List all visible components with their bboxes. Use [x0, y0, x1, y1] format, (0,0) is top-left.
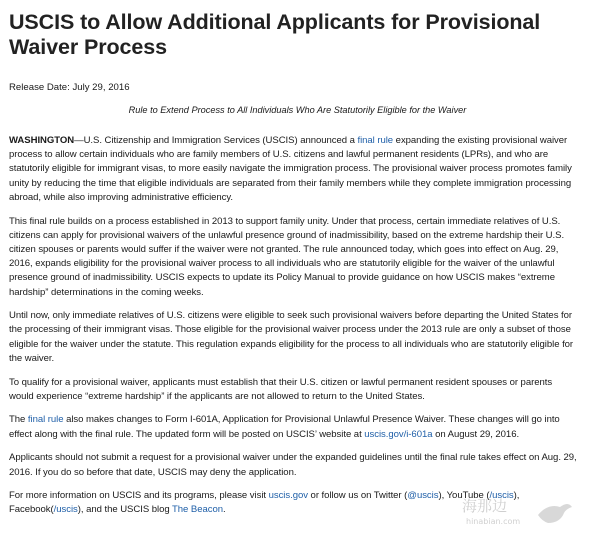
paragraph-3: Until now, only immediate relatives of U.S. citizens were eligible to seek such provisional waivers before departing the United States for the processing of their immigrant visas. Those eligible for the provisional waiver process under the 2013 rule are only a subset of those eligible for the waiver under the statute. This regulation expands eligibility for the process to all individuals who are statutorily eligible for the waiver. [9, 310, 574, 364]
page-title: USCIS to Allow Additional Applicants for Provisional Waiver Process [9, 10, 541, 59]
beacon-blog-link[interactable]: The Beacon [172, 504, 223, 516]
twitter-link[interactable]: @uscis [407, 490, 439, 502]
paragraph-2: This final rule builds on a process established in 2013 to support family unity. Under that process, certain immediate relatives of U.S. citizens can apply for provisional waivers of the unlawful presence ground of inadmissibility, based on the extreme hardship their U.S. citizen spouses or parents would suffer if the waiver were not granted. The rule announced today, which goes into effect on Aug. 29, 2016, expands eligibility for the provisional waiver process to all individuals who are statutorily eligible for the waiver of the unlawful presence ground of inadmissibility. USCIS expects to update its Policy Manual to provide guidance on how USCIS makes “extreme hardship” determinations in the coming weeks. [9, 215, 565, 298]
watermark-sub: hinabian.com [466, 517, 521, 526]
final-rule-link[interactable]: final rule [357, 135, 394, 146]
release-date: Release Date: July 29, 2016 [9, 82, 130, 93]
paragraph-6: Applicants should not submit a request for a provisional waiver under the expanded guidelines until the final rule takes effect on Aug. 29, 2016. If you do so before that date, USCIS may deny the application. [9, 452, 577, 478]
paragraph-4: To qualify for a provisional waiver, applicants must establish that their U.S. citizen or lawful permanent resident spouses or parents would experience “extreme hardship” if the applicants are not allowed to return to the United States. [9, 376, 553, 402]
uscis-site-link[interactable]: uscis.gov [268, 490, 308, 502]
paragraph-7: For more information on USCIS and its programs, please visit uscis.gov or follow us on Twitter (@uscis), YouTube (/uscis), Facebook(/uscis), and the USCIS blog The Beacon. [9, 490, 520, 516]
final-rule-link-2[interactable]: final rule [27, 414, 64, 426]
watermark-text: 海那边 [462, 497, 508, 515]
dateline: WASHINGTON [9, 135, 75, 146]
subtitle: Rule to Extend Process to All Individuals Who Are Statutorily Eligible for the Waiver [128, 105, 467, 115]
i601a-link[interactable]: uscis.gov/i-601a [364, 428, 433, 440]
paragraph-5: The final rule also makes changes to Form I-601A, Application for Provisional Unlawful Presence Waiver. These changes will go into effect along with the final rule. The updated form will be posted on USCIS’ website at uscis.gov/i-601a on August 29, 2016. [9, 414, 560, 440]
facebook-link[interactable]: /uscis [53, 504, 78, 516]
paragraph-1: WASHINGTON—U.S. Citizenship and Immigration Services (USCIS) announced a final rule expanding the existing provisional waiver process to allow certain individuals who are family members of U.S. citizens and lawful permanent residents (LPRs), and who are statutorily eligible for immigrant visas, to more easily navigate the immigration process. The provisional waiver process promotes family unity by reducing the time that eligible individuals are separated from their family members while they complete immigration processing abroad, while also improving administrative efficiency. [9, 135, 572, 203]
youtube-link[interactable]: /uscis [489, 490, 514, 502]
